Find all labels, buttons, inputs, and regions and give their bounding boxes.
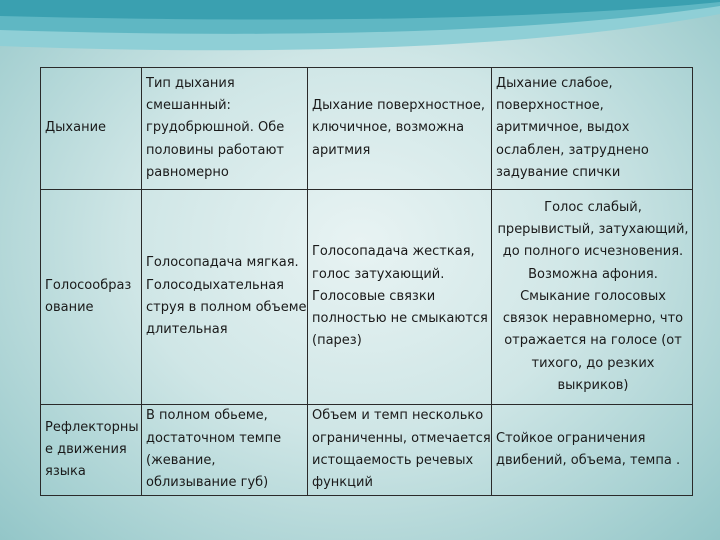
normal-cell	[142, 405, 308, 496]
cell-line: Тип дыхания	[146, 75, 235, 91]
cell-line: поверхностное,	[496, 98, 604, 114]
cell-line: Возможна афония.	[528, 266, 658, 282]
cell-line: выкриков)	[557, 378, 629, 394]
cell-line: Голосопадача жесткая,	[312, 244, 475, 260]
cell-line: аритмичное, выдох	[496, 120, 630, 136]
cell-line: прерывистый, затухающий,	[497, 221, 689, 237]
cell-line: смешанный:	[146, 98, 231, 114]
cell-line: Голосообраз	[45, 277, 132, 293]
cell-line: струя в полном объеме	[146, 300, 307, 315]
cell-line: аритмия	[312, 142, 371, 158]
cell-line: Объем и темп несколько	[312, 408, 484, 424]
header-wave-decoration	[0, 0, 720, 60]
row-label-cell	[41, 190, 142, 405]
cell-line: ослаблен, затруднено	[496, 142, 649, 158]
cell-line: грудобрюшной. Обе	[146, 120, 285, 136]
table-row	[41, 190, 693, 405]
cell-line: отражается на голосе (от	[504, 333, 682, 349]
cell-line: Голосопадача мягкая.	[146, 255, 299, 271]
moderate-cell	[308, 405, 492, 496]
cell-line: Дыхание поверхностное,	[312, 98, 485, 114]
cell-line: Дыхание	[45, 120, 107, 136]
cell-line: е движения	[45, 441, 127, 457]
cell-line: полностью не смыкаются	[312, 311, 488, 327]
cell-line: Рефлекторны	[45, 419, 139, 435]
cell-line: облизывание губ)	[146, 475, 269, 491]
cell-line: связок неравномерно, что	[502, 311, 684, 327]
speech-assessment-table	[40, 67, 693, 496]
moderate-cell	[308, 190, 492, 405]
cell-line: Дыхание слабое,	[496, 75, 613, 91]
moderate-cell	[308, 68, 492, 190]
cell-line: истощаемость речевых	[312, 453, 474, 468]
cell-line: ограниченны, отмечается	[312, 430, 491, 446]
cell-line: функций	[312, 475, 373, 491]
cell-line: В полном обьеме,	[146, 408, 268, 424]
cell-line: длительная	[146, 322, 228, 338]
cell-line: Голосовые связки	[312, 288, 436, 304]
cell-line: достаточном темпе	[146, 430, 282, 446]
normal-cell	[142, 190, 308, 405]
normal-cell	[142, 68, 308, 190]
severe-cell	[492, 190, 693, 405]
cell-line: половины работают	[146, 142, 284, 158]
cell-line: Смыкание голосовых	[520, 288, 666, 304]
severe-cell	[492, 405, 693, 496]
cell-line: Стойкое ограничения	[496, 430, 646, 446]
cell-line: (жевание,	[146, 453, 216, 468]
row-label-cell	[41, 405, 142, 496]
cell-line: ование	[45, 300, 94, 315]
severe-cell	[492, 68, 693, 190]
cell-line: голос затухающий.	[312, 266, 445, 282]
cell-line: двибений, объема, темпа .	[496, 453, 681, 468]
cell-line: (парез)	[312, 333, 362, 349]
table-row	[41, 68, 693, 190]
table-row	[41, 405, 693, 496]
cell-line: равномерно	[146, 164, 229, 180]
row-label-cell	[41, 68, 142, 190]
cell-line: ключичное, возможна	[312, 120, 465, 136]
cell-line: языка	[45, 464, 86, 480]
cell-line: задувание спички	[496, 164, 621, 180]
cell-line: тихого, до резких	[531, 355, 655, 371]
cell-line: Голос слабый,	[544, 199, 642, 215]
cell-line: Голосодыхательная	[146, 277, 284, 293]
cell-line: до полного исчезновения.	[502, 244, 684, 260]
